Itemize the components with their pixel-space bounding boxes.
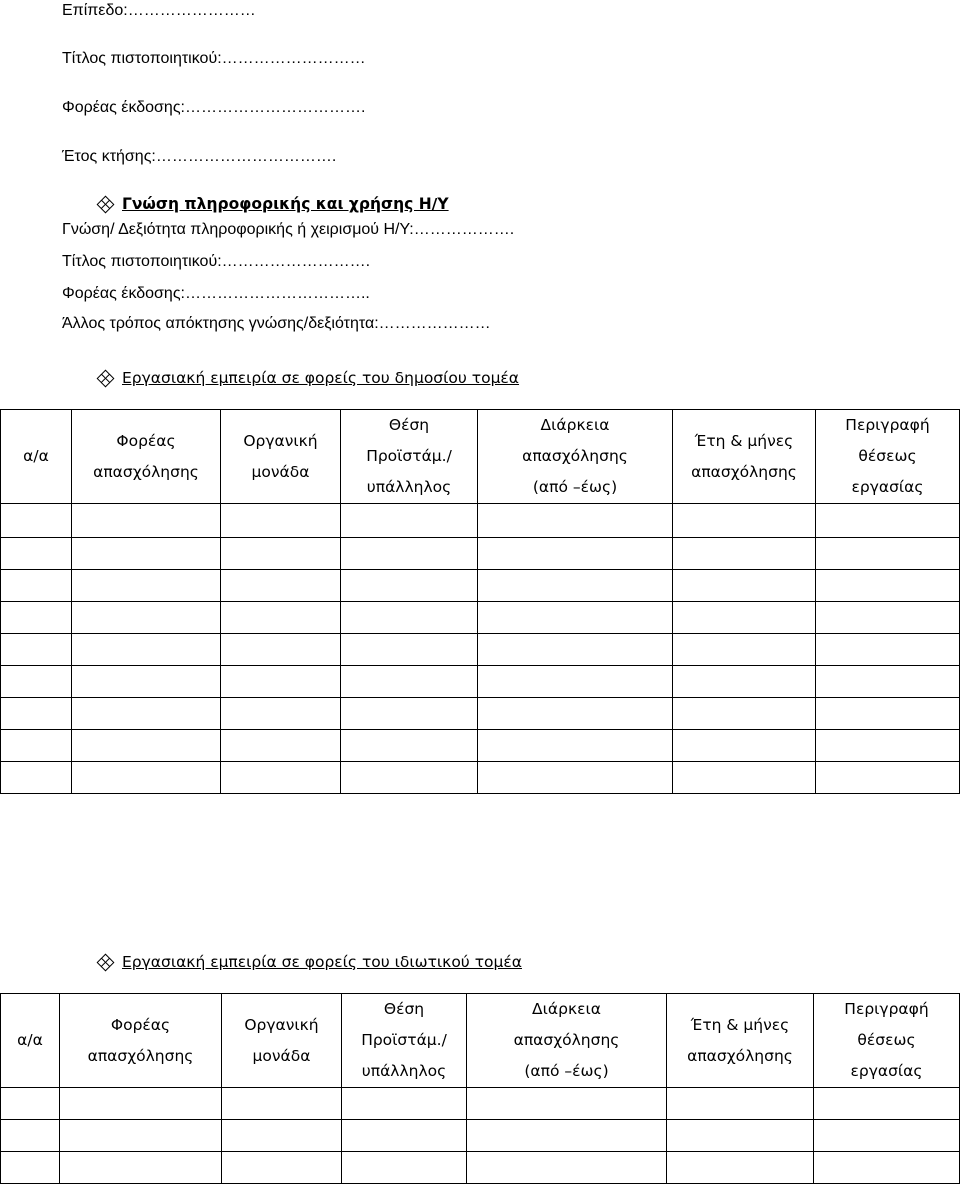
- header-text: θέσεως: [857, 1031, 916, 1049]
- table-row: [1, 1088, 960, 1120]
- table-cell[interactable]: [1, 1152, 60, 1184]
- header-text: Περιγραφή: [845, 416, 930, 434]
- table-cell[interactable]: [341, 666, 478, 698]
- it-section-heading-text: Γνώση πληροφορικής και χρήσης Η/Υ: [122, 195, 449, 213]
- header-text: Έτη & μήνες: [694, 431, 794, 450]
- table-cell[interactable]: [1, 698, 72, 730]
- header-col-employer: [60, 994, 222, 1088]
- header-text: Διάρκεια: [540, 416, 610, 434]
- table-cell[interactable]: [1, 538, 72, 570]
- table-cell[interactable]: [814, 1152, 960, 1184]
- table-cell[interactable]: [1, 1120, 60, 1152]
- header-text: (από –έως): [532, 478, 618, 496]
- header-text: Διάρκεια: [532, 1000, 601, 1018]
- table-cell[interactable]: [341, 538, 478, 570]
- table-cell[interactable]: [72, 730, 221, 762]
- header-col-years-months: [673, 410, 816, 504]
- table-cell[interactable]: [341, 762, 478, 794]
- table-cell[interactable]: [1, 570, 72, 602]
- cert-title-field: Τίτλος πιστοποιητικού:………………………: [62, 50, 366, 67]
- table-cell[interactable]: [342, 1088, 467, 1120]
- public-section-heading: [98, 368, 519, 388]
- table-cell[interactable]: [60, 1152, 222, 1184]
- it-skill-field: Γνώση/ Δεξιότητα πληροφορικής ή χειρισμού Η/Υ:……………….: [62, 221, 515, 238]
- table-cell[interactable]: [1, 602, 72, 634]
- table-cell[interactable]: [816, 730, 960, 762]
- table-cell[interactable]: [341, 504, 478, 538]
- table-header-row: [1, 994, 960, 1088]
- table-row: [1, 570, 960, 602]
- table-cell[interactable]: [221, 602, 341, 634]
- header-text: α/α: [23, 447, 49, 465]
- table-cell[interactable]: [673, 570, 816, 602]
- header-text: υπάλληλος: [361, 1062, 447, 1080]
- header-col-position: [342, 994, 467, 1088]
- table-cell[interactable]: [816, 504, 960, 538]
- it-other-way-field: Άλλος τρόπος απόκτησης γνώσης/δεξιότητα:…………………: [62, 315, 491, 332]
- header-text: Οργανική: [243, 431, 318, 450]
- header-text: Περιγραφή: [844, 1000, 929, 1018]
- table-cell[interactable]: [673, 634, 816, 666]
- table-cell[interactable]: [72, 634, 221, 666]
- table-row: [1, 698, 960, 730]
- table-cell[interactable]: [478, 504, 673, 538]
- year-field: Έτος κτήσης:…………………………….: [62, 148, 337, 165]
- table-cell[interactable]: [221, 504, 341, 538]
- table-cell[interactable]: [816, 666, 960, 698]
- issuer-field: Φορέας έκδοσης:…………………………….: [62, 99, 366, 116]
- table-cell[interactable]: [1, 730, 72, 762]
- table-cell[interactable]: [221, 698, 341, 730]
- level-field: Επίπεδο:……………………: [62, 2, 256, 19]
- header-text: εργασίας: [851, 478, 924, 496]
- header-text: εργασίας: [850, 1062, 923, 1080]
- table-cell[interactable]: [72, 570, 221, 602]
- table-cell[interactable]: [342, 1152, 467, 1184]
- table-cell[interactable]: [673, 730, 816, 762]
- it-cert-title-field: Τίτλος πιστοποιητικού:……………………….: [62, 253, 371, 270]
- header-text: Φορέας: [110, 1015, 171, 1034]
- header-text: απασχόλησης: [93, 462, 199, 481]
- table-cell[interactable]: [814, 1120, 960, 1152]
- table-cell[interactable]: [478, 666, 673, 698]
- table-cell[interactable]: [72, 698, 221, 730]
- table-cell[interactable]: [816, 634, 960, 666]
- table-row: [1, 1120, 960, 1152]
- header-text: Προϊστάμ./: [361, 1031, 447, 1049]
- header-text: απασχόλησης: [513, 1031, 620, 1049]
- header-text: (από –έως): [524, 1062, 609, 1080]
- header-col-duration: [467, 994, 667, 1088]
- table-cell[interactable]: [673, 602, 816, 634]
- header-text: α/α: [17, 1031, 43, 1049]
- bullet-diamond-icon: [98, 371, 112, 385]
- private-experience-table: [0, 993, 960, 1184]
- header-text: Θέση: [383, 1000, 425, 1018]
- header-text: θέσεως: [858, 447, 917, 465]
- table-cell[interactable]: [60, 1120, 222, 1152]
- table-cell[interactable]: [667, 1120, 814, 1152]
- table-cell[interactable]: [221, 634, 341, 666]
- table-cell[interactable]: [478, 602, 673, 634]
- table-cell[interactable]: [222, 1088, 342, 1120]
- bullet-diamond-icon: [98, 955, 112, 969]
- header-col-aa: [1, 994, 60, 1088]
- table-cell[interactable]: [221, 762, 341, 794]
- table-cell[interactable]: [478, 570, 673, 602]
- bullet-diamond-icon: [98, 197, 112, 211]
- public-section-heading-text: Εργασιακή εμπειρία σε φορείς του δημοσίου τομέα: [122, 369, 520, 387]
- header-text: Έτη & μήνες: [690, 1015, 790, 1034]
- table-cell[interactable]: [673, 538, 816, 570]
- table-cell[interactable]: [72, 666, 221, 698]
- table-cell[interactable]: [816, 602, 960, 634]
- header-text: μονάδα: [251, 462, 310, 481]
- table-cell[interactable]: [673, 762, 816, 794]
- table-cell[interactable]: [341, 570, 478, 602]
- header-text: απασχόλησης: [87, 1046, 194, 1065]
- table-cell[interactable]: [221, 538, 341, 570]
- header-col-description: [814, 994, 960, 1088]
- table-cell[interactable]: [467, 1120, 667, 1152]
- table-cell[interactable]: [667, 1088, 814, 1120]
- table-cell[interactable]: [673, 666, 816, 698]
- table-row: [1, 538, 960, 570]
- table-cell[interactable]: [478, 762, 673, 794]
- table-cell[interactable]: [72, 762, 221, 794]
- table-cell[interactable]: [72, 538, 221, 570]
- table-cell[interactable]: [341, 730, 478, 762]
- header-col-duration: [478, 410, 673, 504]
- table-cell[interactable]: [221, 570, 341, 602]
- table-cell[interactable]: [1, 634, 72, 666]
- table-row: [1, 504, 960, 538]
- header-text: μονάδα: [252, 1046, 311, 1065]
- table-cell[interactable]: [221, 730, 341, 762]
- header-text: υπάλληλος: [366, 478, 452, 496]
- table-cell[interactable]: [341, 634, 478, 666]
- table-cell[interactable]: [673, 698, 816, 730]
- header-text: Οργανική: [244, 1015, 319, 1034]
- table-cell[interactable]: [72, 504, 221, 538]
- header-col-position: [341, 410, 478, 504]
- table-cell[interactable]: [467, 1088, 667, 1120]
- table-cell[interactable]: [222, 1120, 342, 1152]
- table-cell[interactable]: [478, 698, 673, 730]
- table-row: [1, 730, 960, 762]
- table-cell[interactable]: [816, 538, 960, 570]
- table-cell[interactable]: [222, 1152, 342, 1184]
- table-row: [1, 602, 960, 634]
- table-cell[interactable]: [342, 1120, 467, 1152]
- table-row: [1, 666, 960, 698]
- table-cell[interactable]: [478, 730, 673, 762]
- table-cell[interactable]: [1, 504, 72, 538]
- header-col-employer: [72, 410, 221, 504]
- table-row: [1, 1152, 960, 1184]
- header-text: Προϊστάμ./: [366, 447, 452, 465]
- table-cell[interactable]: [816, 762, 960, 794]
- table-cell[interactable]: [60, 1088, 222, 1120]
- table-cell[interactable]: [673, 504, 816, 538]
- table-cell[interactable]: [1, 762, 72, 794]
- it-section-heading: [98, 194, 449, 214]
- header-text: απασχόλησης: [522, 447, 628, 465]
- table-cell[interactable]: [467, 1152, 667, 1184]
- table-cell[interactable]: [341, 602, 478, 634]
- it-issuer-field: Φορέας έκδοσης:……………………………..: [62, 285, 370, 302]
- header-col-org-unit: [222, 994, 342, 1088]
- table-cell[interactable]: [1, 666, 72, 698]
- table-cell[interactable]: [1, 1088, 60, 1120]
- table-cell[interactable]: [72, 602, 221, 634]
- table-row: [1, 634, 960, 666]
- table-cell[interactable]: [667, 1152, 814, 1184]
- header-text: Θέση: [388, 416, 430, 434]
- table-cell[interactable]: [341, 698, 478, 730]
- table-cell[interactable]: [814, 1088, 960, 1120]
- table-cell[interactable]: [478, 634, 673, 666]
- header-text: απασχόλησης: [691, 462, 797, 481]
- header-text: απασχόλησης: [687, 1046, 793, 1065]
- header-text: Φορέας: [116, 431, 176, 450]
- public-experience-table: [0, 409, 960, 794]
- table-cell[interactable]: [816, 570, 960, 602]
- table-header-row: [1, 410, 960, 504]
- private-section-heading-text: Εργασιακή εμπειρία σε φορείς του ιδιωτικού τομέα: [122, 953, 522, 971]
- table-cell[interactable]: [221, 666, 341, 698]
- header-col-description: [816, 410, 960, 504]
- header-col-org-unit: [221, 410, 341, 504]
- header-col-years-months: [667, 994, 814, 1088]
- header-col-aa: [1, 410, 72, 504]
- private-section-heading: [98, 952, 522, 972]
- table-cell[interactable]: [816, 698, 960, 730]
- table-cell[interactable]: [478, 538, 673, 570]
- table-row: [1, 762, 960, 794]
